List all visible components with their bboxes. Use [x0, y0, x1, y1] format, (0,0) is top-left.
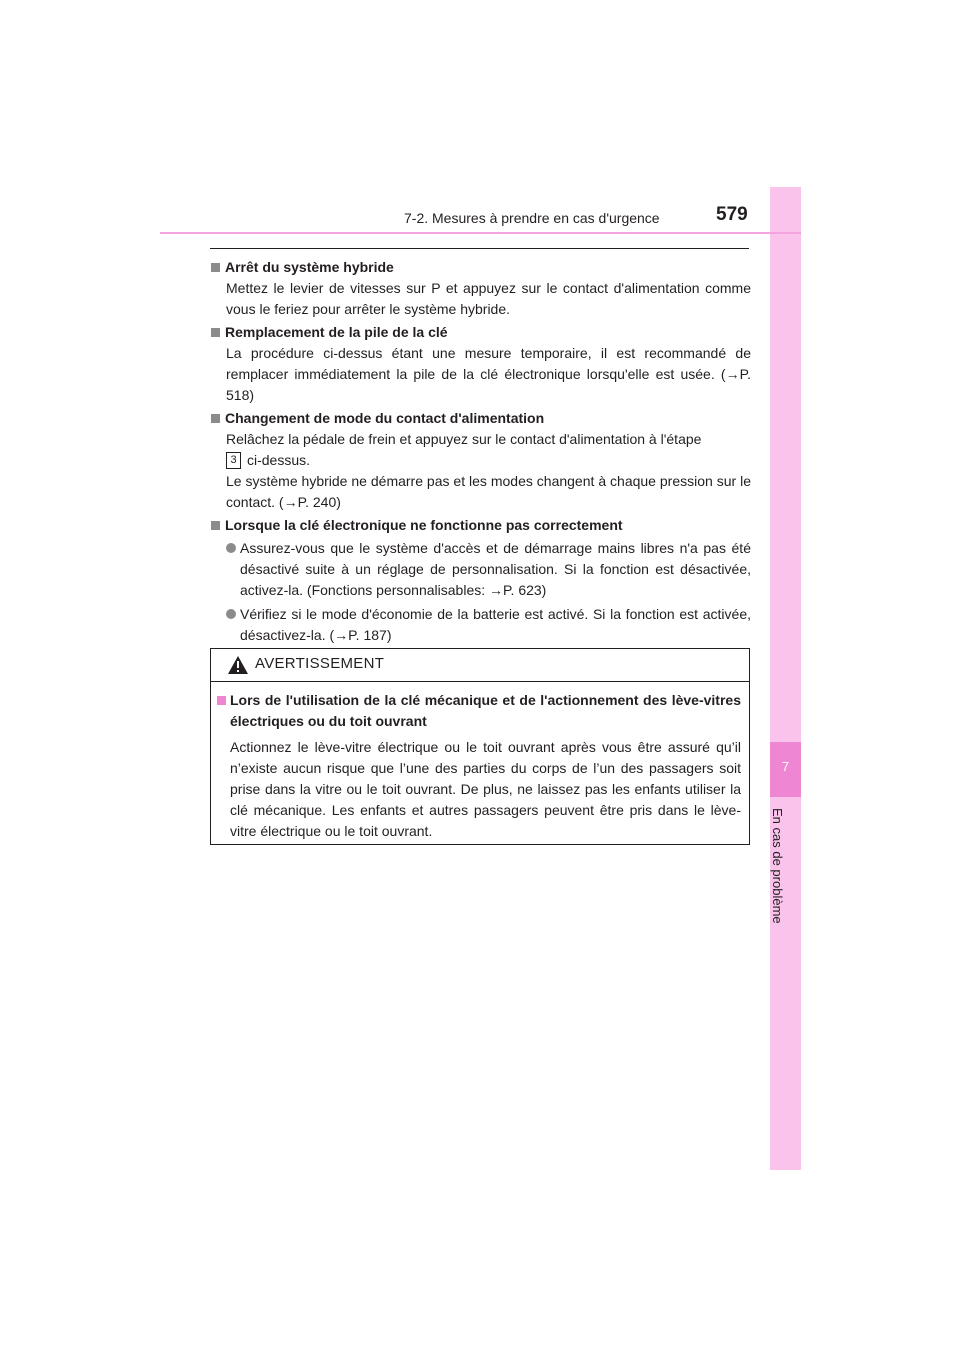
- list-item: Assurez-vous que le système d'accès et de démarrage mains libres n'a pas été désactivé suite à un réglage de personnalisation. Si la fonction est désactivée, activez-la. (Fonctions personnalisables: →P. 623): [211, 538, 751, 601]
- warning-body: [211, 682, 749, 842]
- content-body: [211, 255, 751, 649]
- warning-box: [210, 648, 750, 845]
- chapter-title: En cas de problème: [770, 808, 785, 924]
- item-title: Changement de mode du contact d'alimentation: [211, 408, 751, 429]
- side-tab: [770, 187, 801, 1170]
- square-bullet-icon: [217, 696, 226, 705]
- square-bullet-icon: [211, 328, 220, 337]
- square-bullet-icon: [211, 521, 220, 530]
- list-item: Vérifiez si le mode d'économie de la batterie est activé. Si la fonction est activée, désactivez-la. (→P. 187): [211, 604, 751, 646]
- warning-title: Lors de l'utilisation de la clé mécanique et de l'actionnement des lève-vitres électriques ou du toit ouvrant: [215, 690, 741, 732]
- content-rule: [210, 248, 749, 249]
- warning-header: [211, 649, 749, 682]
- square-bullet-icon: [211, 263, 220, 272]
- warning-triangle-icon: [227, 655, 249, 675]
- item-body: Relâchez la pédale de frein et appuyez sur le contact d'alimentation à l'étape 3 ci-dessus. Le système hybride ne démarre pas et les modes changent à chaque pression sur le contact. (→P. 240): [226, 431, 751, 510]
- warning-label: AVERTISSEMENT: [255, 655, 385, 672]
- item-title: Arrêt du système hybride: [211, 257, 751, 278]
- item-body: Mettez le levier de vitesses sur P et appuyez sur le contact d'alimentation comme vous le feriez pour arrêter le système hybride.: [226, 280, 751, 317]
- item-title: Remplacement de la pile de la clé: [211, 322, 751, 343]
- warning-text: Actionnez le lève-vitre électrique ou le toit ouvrant après vous être assuré qu’il n’existe aucun risque que l’une des parties du corps de l’un des passagers soit prise dans la vitre ou le toit ouvrant. De plus, ne laissez pas les enfants utiliser la clé mécanique. Les enfants et autres passagers peuvent être pris dans le lève-vitre électrique ou le toit ouvrant.: [230, 739, 741, 839]
- round-bullet-icon: [226, 543, 236, 553]
- item-body: La procédure ci-dessus étant une mesure temporaire, il est recommandé de remplacer immédiatement la pile de la clé électronique lorsqu'elle est usée. (→P. 518): [226, 345, 751, 403]
- page-number: 579: [716, 204, 748, 225]
- round-bullet-icon: [226, 609, 236, 619]
- header-rule: [160, 232, 801, 234]
- step-number-box: 3: [226, 452, 241, 469]
- header-section-title: 7-2. Mesures à prendre en cas d'urgence: [404, 210, 660, 226]
- item-title: Lorsque la clé électronique ne fonctionne pas correctement: [211, 515, 751, 536]
- square-bullet-icon: [211, 414, 220, 423]
- chapter-number: 7: [781, 759, 790, 774]
